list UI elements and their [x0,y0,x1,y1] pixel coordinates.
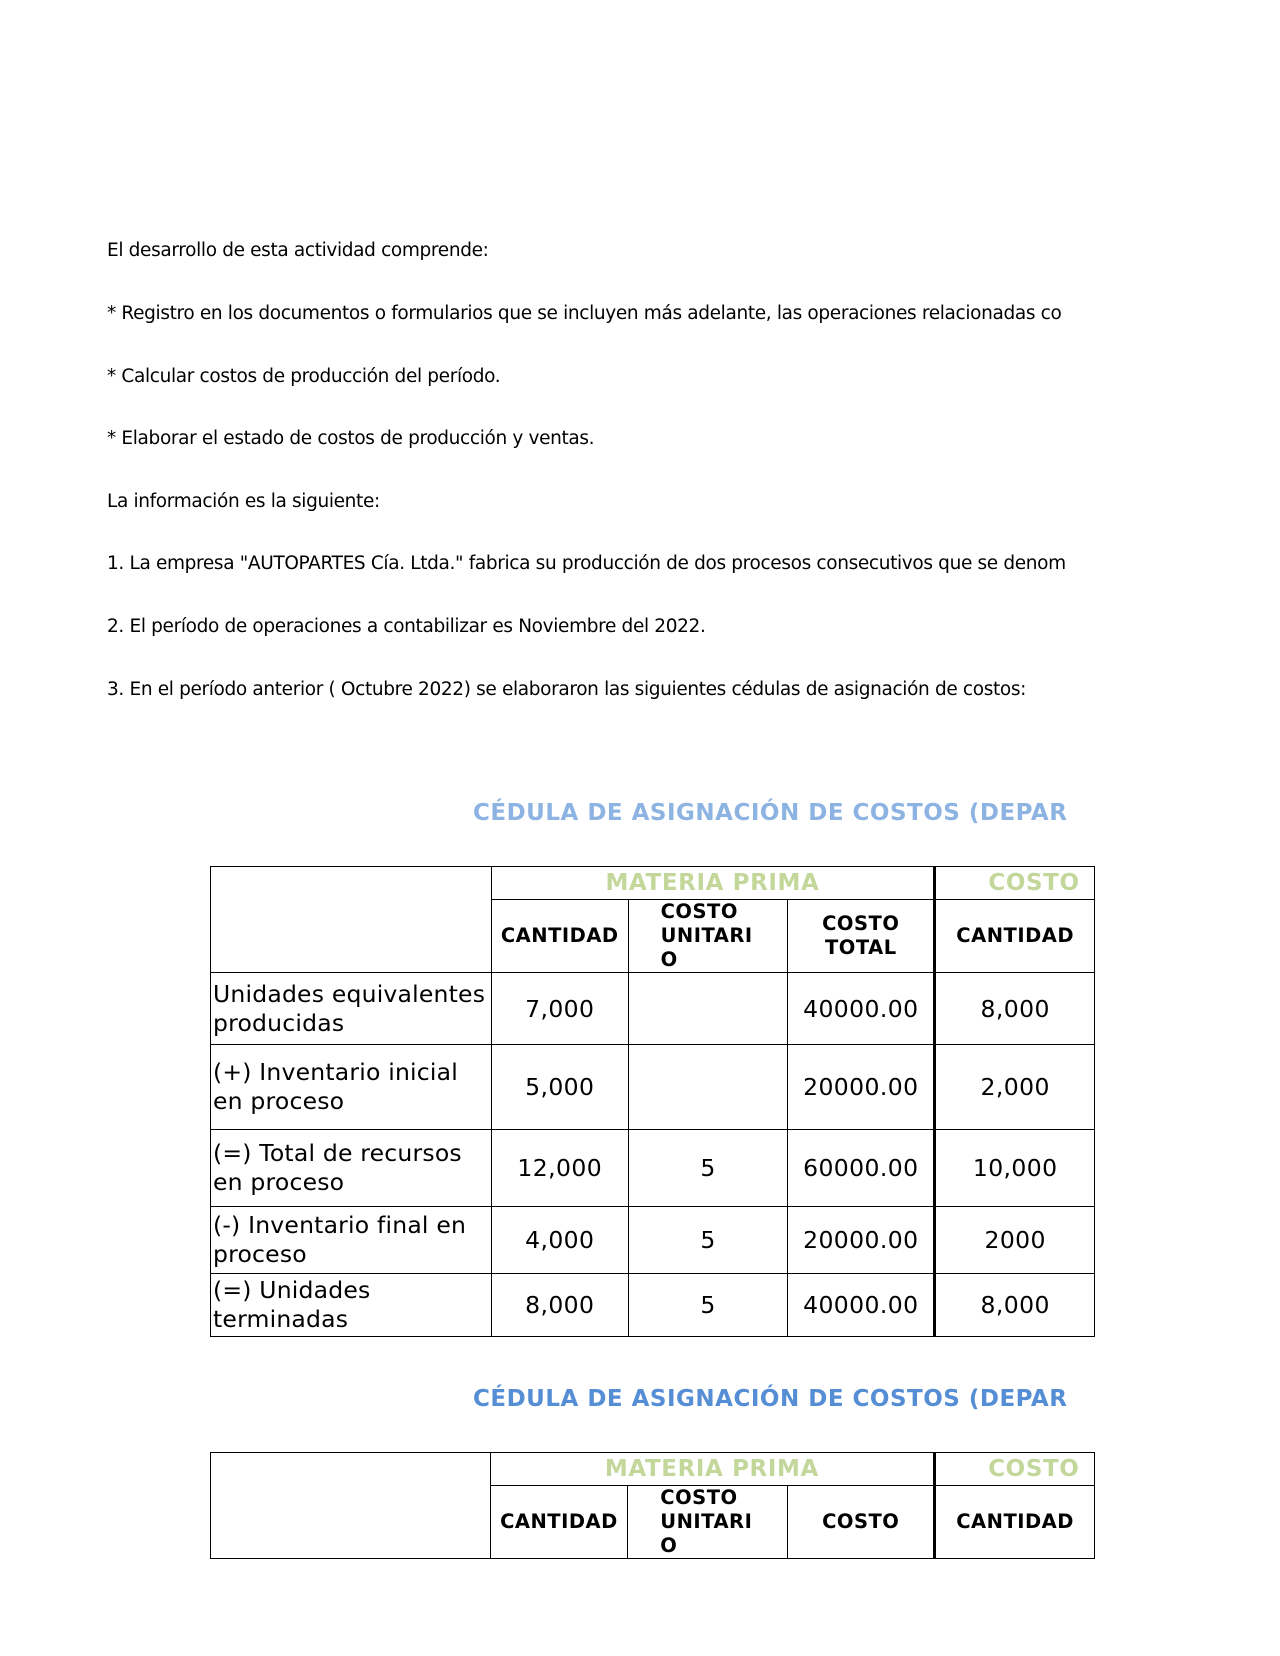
cell-cantidad-2: 2000 [935,1207,1095,1274]
cell-costo-total: 40000.00 [788,1274,935,1337]
cell-costo-total: 20000.00 [788,1207,935,1274]
header-costo-total: COSTO [788,1486,935,1559]
row-label: (=) Total de recursos en proceso [211,1130,492,1207]
item-1: 1. La empresa "AUTOPARTES Cía. Ltda." fabrica su producción de dos procesos consecutivos que se denom [107,553,1066,574]
cell-cantidad: 5,000 [491,1045,628,1130]
cedula-2-table [210,1452,1095,1559]
corner-cell [211,1453,491,1559]
header-cantidad: CANTIDAD [490,1486,628,1559]
intro-heading: El desarrollo de esta actividad comprende: [107,240,489,261]
row-label: Unidades equivalentes producidas [211,973,492,1045]
cell-cantidad: 7,000 [491,973,628,1045]
bullet-registro: * Registro en los documentos o formularios que se incluyen más adelante, las operaciones relacionadas co [107,303,1062,324]
info-heading: La información es la siguiente: [107,491,380,512]
cell-costo-total: 20000.00 [788,1045,935,1130]
item-2: 2. El período de operaciones a contabilizar es Noviembre del 2022. [107,616,706,637]
cell-cantidad-2: 8,000 [935,973,1095,1045]
cell-costo-unitario: 5 [628,1207,787,1274]
cell-costo-unitario [628,973,787,1045]
row-label: (+) Inventario inicial en proceso [211,1045,492,1130]
header-cantidad-2: CANTIDAD [935,1486,1095,1559]
cell-costo-total: 60000.00 [788,1130,935,1207]
group-materia-prima: MATERIA PRIMA [490,1453,935,1486]
cell-cantidad-2: 2,000 [935,1045,1095,1130]
row-label: (=) Unidades terminadas [211,1274,492,1337]
header-costo-total: COSTO TOTAL [788,900,935,973]
header-costo-unitario: COSTO UNITARIO [628,1486,788,1559]
item-3: 3. En el período anterior ( Octubre 2022) se elaboraron las siguientes cédulas de asignación de costos: [107,679,1027,700]
bullet-calcular: * Calcular costos de producción del período. [107,366,501,387]
cell-cantidad: 4,000 [491,1207,628,1274]
cell-costo-unitario: 5 [628,1274,787,1337]
bullet-elaborar: * Elaborar el estado de costos de producción y ventas. [107,428,595,449]
corner-cell [211,867,492,973]
cell-costo-unitario [628,1045,787,1130]
cell-cantidad-2: 8,000 [935,1274,1095,1337]
cell-costo-unitario: 5 [628,1130,787,1207]
cell-cantidad: 12,000 [491,1130,628,1207]
cell-costo-total: 40000.00 [788,973,935,1045]
table-row [211,973,1095,1045]
header-costo-unitario: COSTO UNITARIO [628,900,787,973]
cedula-2-title: CÉDULA DE ASIGNACIÓN DE COSTOS (DEPAR [473,1386,1068,1412]
group-costo: COSTO [935,1453,1095,1486]
header-cantidad-2: CANTIDAD [935,900,1095,973]
cedula-1-table [210,866,1095,1337]
group-costo: COSTO [935,867,1095,900]
table-row [211,1045,1095,1130]
table-row [211,1130,1095,1207]
cell-cantidad-2: 10,000 [935,1130,1095,1207]
cedula-1-title: CÉDULA DE ASIGNACIÓN DE COSTOS (DEPAR [473,800,1068,826]
header-cantidad: CANTIDAD [491,900,628,973]
row-label: (-) Inventario final en proceso [211,1207,492,1274]
table-row [211,1274,1095,1337]
cell-cantidad: 8,000 [491,1274,628,1337]
table-row [211,1207,1095,1274]
group-materia-prima: MATERIA PRIMA [491,867,935,900]
